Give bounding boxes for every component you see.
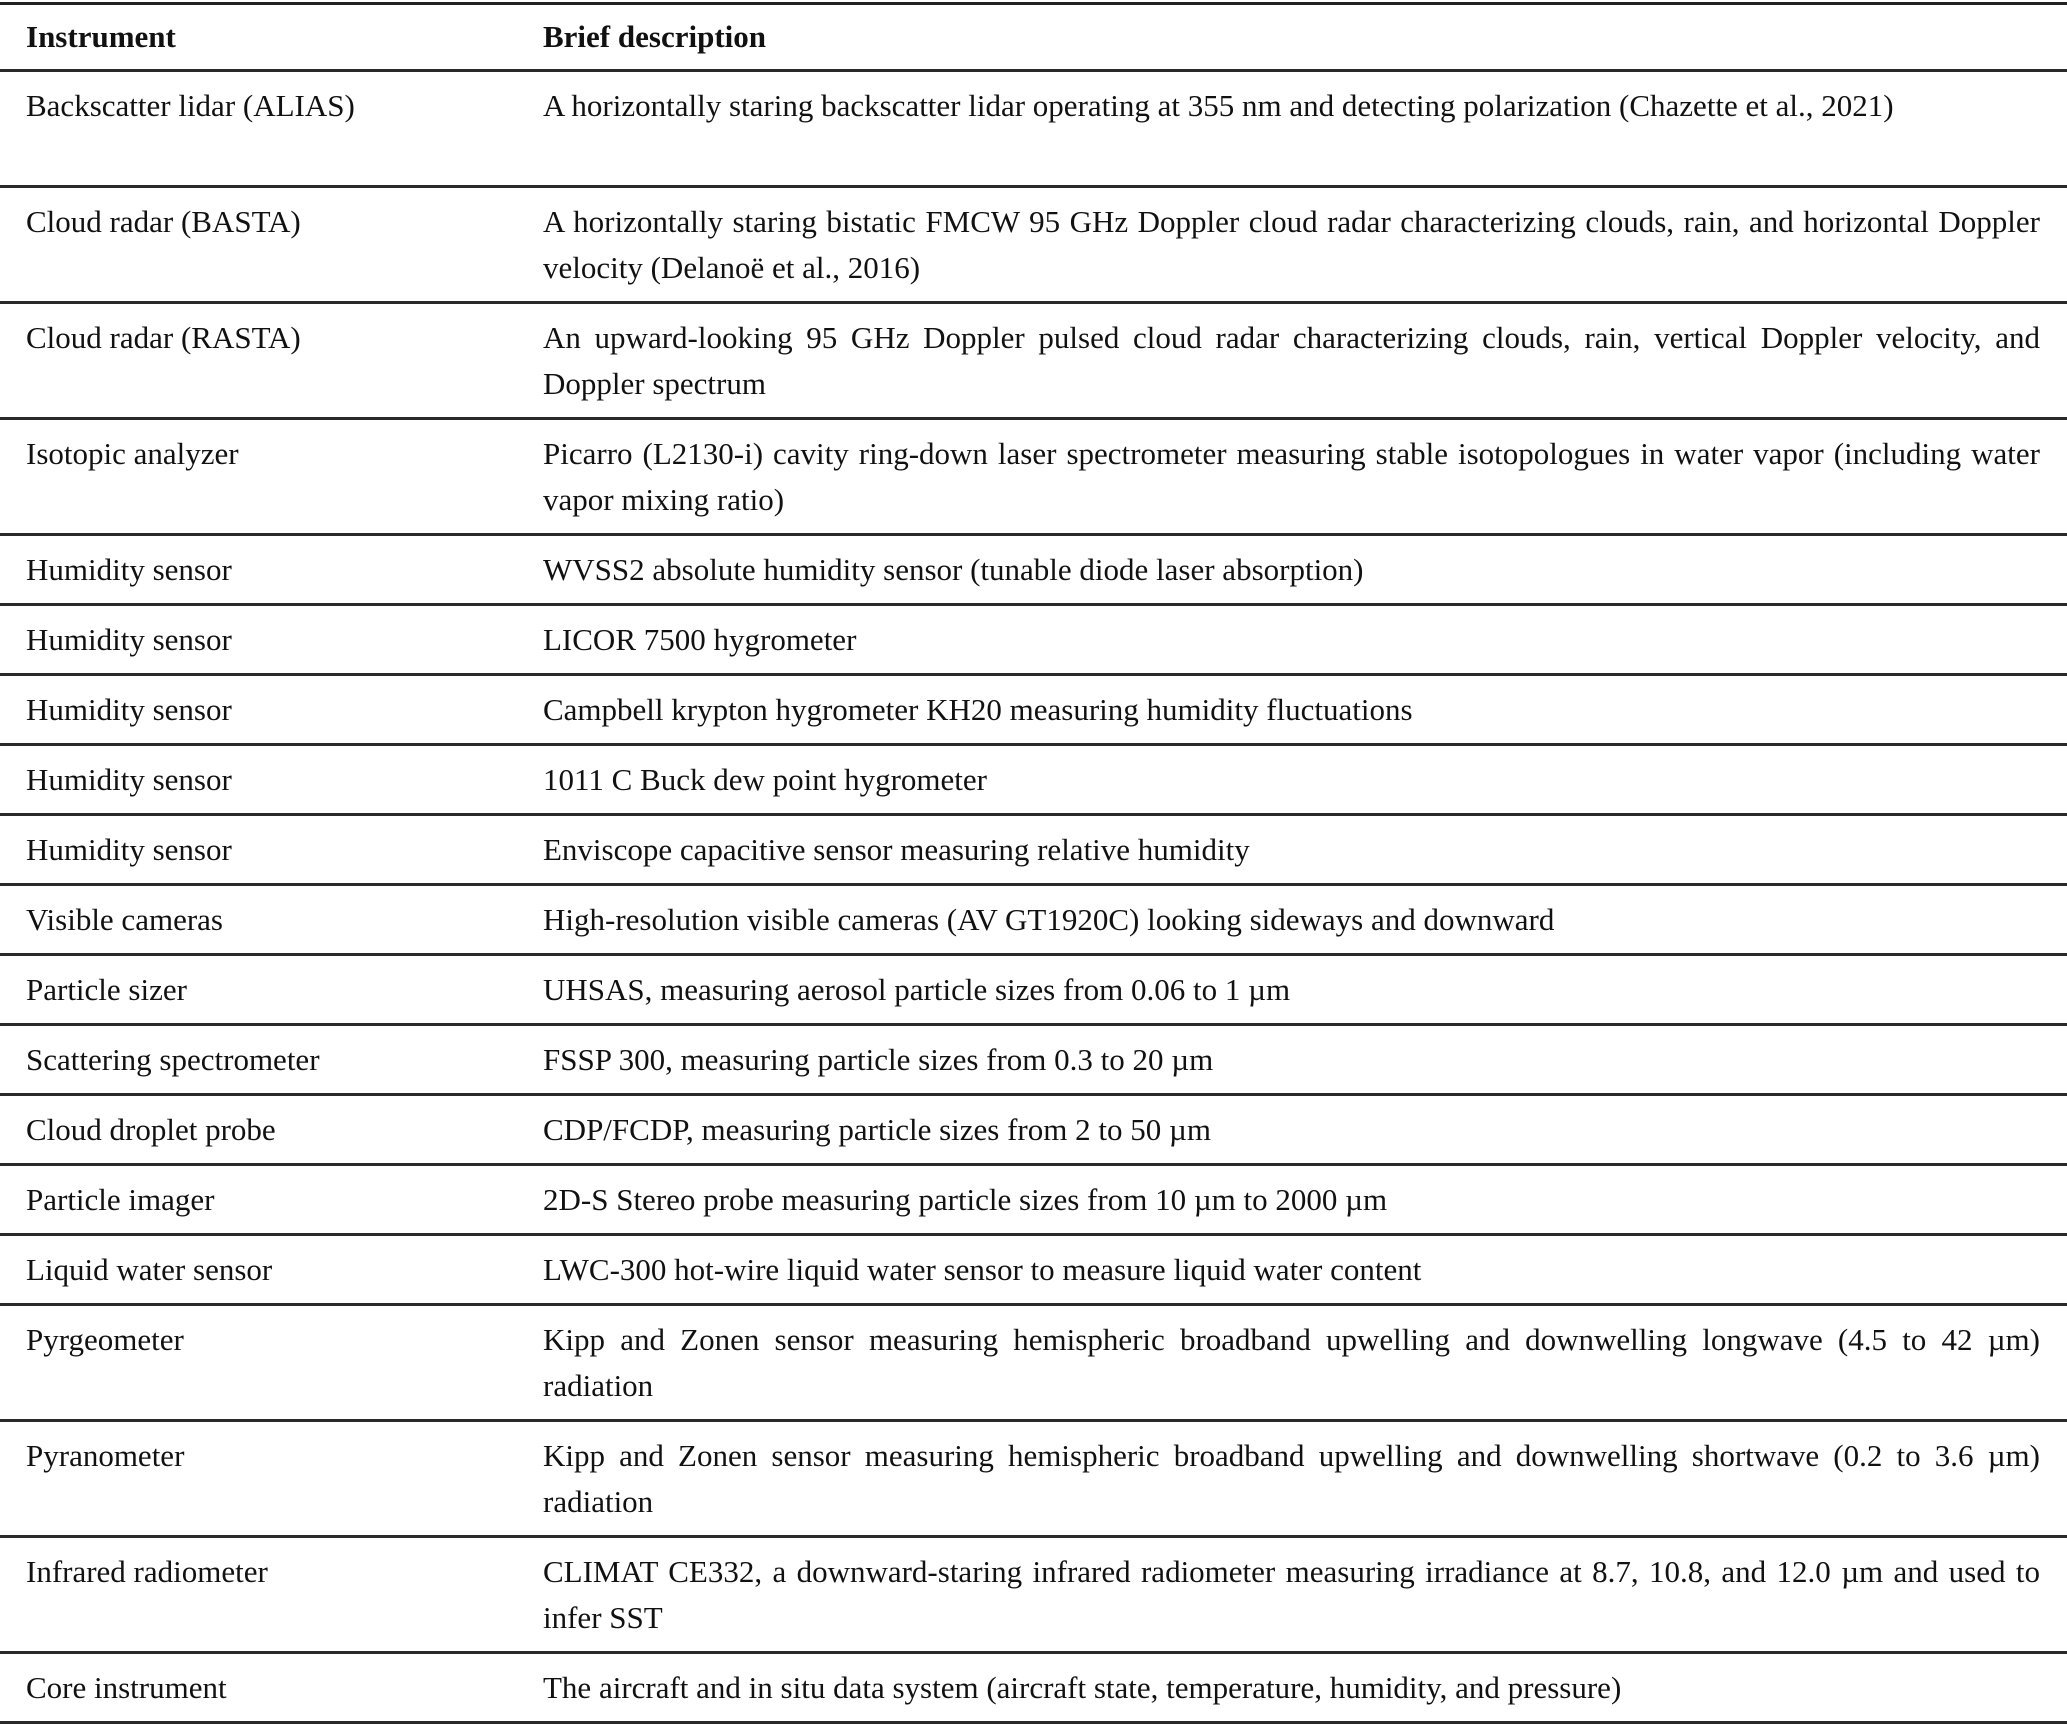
instrument-cell: Pyrgeometer: [26, 1322, 184, 1357]
description-cell: Picarro (L2130-i) cavity ring-down laser spectrometer measuring stable isotopologues in water vapor (including water vapor mixing ratio): [543, 436, 2040, 517]
description-cell: Kipp and Zonen sensor measuring hemispheric broadband upwelling and downwelling shortwave (0.2 to 3.6 µm) radiation: [543, 1438, 2040, 1519]
instrument-cell: Cloud droplet probe: [26, 1112, 276, 1147]
description-cell: An upward-looking 95 GHz Doppler pulsed cloud radar characterizing clouds, rain, vertical Doppler velocity, and Doppler spectrum: [543, 320, 2040, 401]
description-cell: A horizontally staring backscatter lidar operating at 355 nm and detecting polarization (Chazette et al., 2021): [543, 88, 1894, 123]
instrument-cell: Scattering spectrometer: [26, 1042, 320, 1077]
table-row: [0, 1538, 2067, 1654]
instrument-cell: Cloud radar (RASTA): [26, 320, 301, 355]
column-header-instrument: Instrument: [26, 19, 176, 54]
description-cell: The aircraft and in situ data system (aircraft state, temperature, humidity, and pressure): [543, 1670, 1622, 1705]
description-cell: 2D-S Stereo probe measuring particle sizes from 10 µm to 2000 µm: [543, 1182, 1388, 1217]
instrument-cell: Liquid water sensor: [26, 1252, 273, 1287]
instrument-cell: Pyranometer: [26, 1438, 185, 1473]
table-row: [0, 420, 2067, 536]
description-cell: High-resolution visible cameras (AV GT1920C) looking sideways and downward: [543, 902, 1555, 937]
table-row: [0, 956, 2067, 1026]
instrument-cell: Particle sizer: [26, 972, 187, 1007]
instrument-cell: Humidity sensor: [26, 552, 232, 587]
column-header-description: Brief description: [543, 19, 766, 54]
table-header-row: [0, 5, 2067, 72]
instrument-cell: Backscatter lidar (ALIAS): [26, 88, 355, 123]
description-cell: LWC-300 hot-wire liquid water sensor to measure liquid water content: [543, 1252, 1422, 1287]
table-row: [0, 676, 2067, 746]
table-row: [0, 72, 2067, 188]
instrument-cell: Humidity sensor: [26, 762, 232, 797]
table-row: [0, 1096, 2067, 1166]
table-row: [0, 536, 2067, 606]
table-row: [0, 606, 2067, 676]
table-row: [0, 1654, 2067, 1724]
instrument-cell: Cloud radar (BASTA): [26, 204, 301, 239]
description-cell: Campbell krypton hygrometer KH20 measuring humidity fluctuations: [543, 692, 1413, 727]
table-row: [0, 1166, 2067, 1236]
instrument-cell: Core instrument: [26, 1670, 227, 1705]
instrument-cell: Particle imager: [26, 1182, 215, 1217]
description-cell: CDP/FCDP, measuring particle sizes from 2 to 50 µm: [543, 1112, 1211, 1147]
description-cell: LICOR 7500 hygrometer: [543, 622, 857, 657]
instrument-cell: Humidity sensor: [26, 832, 232, 867]
table-row: [0, 304, 2067, 420]
table-row: [0, 1026, 2067, 1096]
description-cell: CLIMAT CE332, a downward-staring infrared radiometer measuring irradiance at 8.7, 10.8, and 12.0 µm and used to infer SST: [543, 1554, 2040, 1635]
table-row: [0, 1422, 2067, 1538]
instrument-cell: Visible cameras: [26, 902, 223, 937]
description-cell: A horizontally staring bistatic FMCW 95 GHz Doppler cloud radar characterizing clouds, rain, and horizontal Doppler velocity (Delanoë et al., 2016): [543, 204, 2040, 285]
description-cell: FSSP 300, measuring particle sizes from 0.3 to 20 µm: [543, 1042, 1214, 1077]
instrument-cell: Infrared radiometer: [26, 1554, 268, 1589]
instrument-cell: Isotopic analyzer: [26, 436, 239, 471]
table-row: [0, 188, 2067, 304]
description-cell: Enviscope capacitive sensor measuring relative humidity: [543, 832, 1250, 867]
table-row: [0, 816, 2067, 886]
description-cell: UHSAS, measuring aerosol particle sizes from 0.06 to 1 µm: [543, 972, 1291, 1007]
table-row: [0, 1236, 2067, 1306]
table-row: [0, 886, 2067, 956]
description-cell: 1011 C Buck dew point hygrometer: [543, 762, 987, 797]
description-cell: Kipp and Zonen sensor measuring hemispheric broadband upwelling and downwelling longwave (4.5 to 42 µm) radiation: [543, 1322, 2040, 1403]
table-row: [0, 1306, 2067, 1422]
description-cell: WVSS2 absolute humidity sensor (tunable diode laser absorption): [543, 552, 1364, 587]
instrument-cell: Humidity sensor: [26, 622, 232, 657]
table-row: [0, 746, 2067, 816]
instrument-cell: Humidity sensor: [26, 692, 232, 727]
